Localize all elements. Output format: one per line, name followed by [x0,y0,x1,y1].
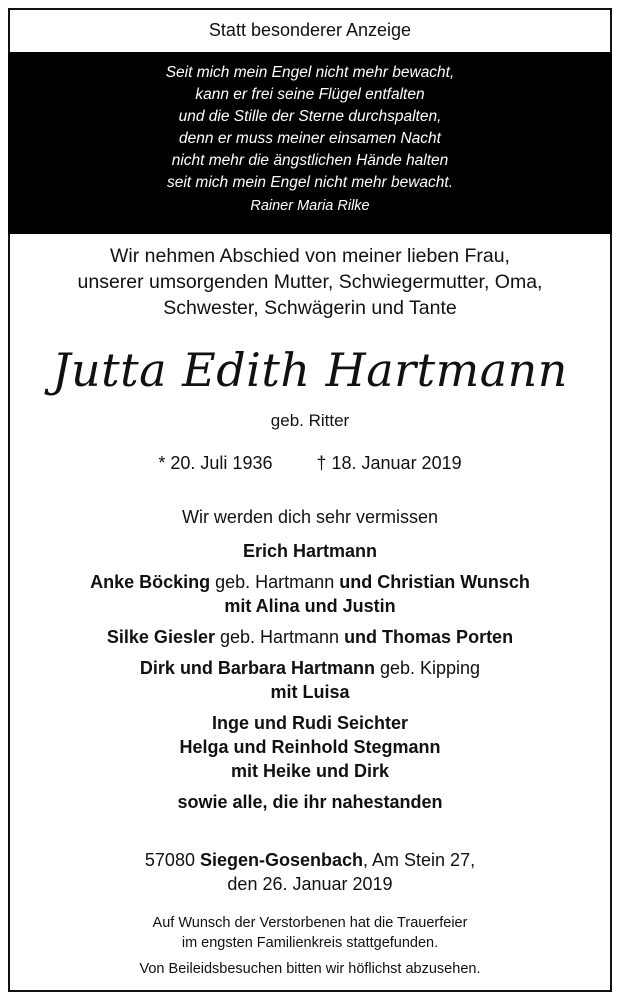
notice-date: den 26. Januar 2019 [227,874,393,894]
poem-line: und die Stille der Sterne durchspalten, [178,108,442,125]
death-date: † 18. Januar 2019 [316,453,462,473]
mourner-nee: geb. Kipping [374,658,481,678]
intro-line: Wir nehmen Abschied von meiner lieben Frau, [110,245,510,267]
poem-line: seit mich mein Engel nicht mehr bewacht. [166,174,454,191]
miss-line: Wir werden dich sehr vermissen [181,507,439,527]
mourner-name: Silke Giesler [106,627,215,647]
mourner-name: Dirk und Barbara Hartmann [139,658,375,678]
mourner-entry [0,656,620,704]
life-dates [0,453,620,474]
mourner-children: mit Alina und Justin [224,596,396,616]
mourner-entry [0,735,620,783]
intro-line: unserer umsorgenden Mutter, Schwiegermutter, Oma, [77,271,543,293]
poem-author: Rainer Maria Rilke [250,198,370,214]
intro-line: Schwester, Schwägerin und Tante [163,297,457,319]
poem-line: Seit mich mein Engel nicht mehr bewacht, [165,64,455,81]
maiden-name: geb. Ritter [270,411,350,430]
mourners-list [0,539,620,821]
deceased-name: Jutta Edith Hartmann [52,343,568,397]
mourner-partner: und Thomas Porten [344,627,514,647]
poem-line: kann er frei seine Flügel entfalten [195,86,425,103]
poem-line: nicht mehr die ängstlichen Hände halten [171,152,449,169]
mourner-entry [0,625,620,649]
funeral-line: Auf Wunsch der Verstorbenen hat die Trauerfeier [152,915,468,931]
poem-line: denn er muss meiner einsamen Nacht [179,130,441,147]
mourner-nee: geb. Hartmann [210,572,340,592]
farewell-intro [0,243,620,321]
mourner-others: sowie alle, die ihr nahestanden [177,792,443,812]
mourner-name: Erich Hartmann [242,541,378,561]
funeral-note [0,913,620,953]
visits-note: Von Beileidsbesuchen bitten wir höflichst abzusehen. [139,961,481,977]
mourner-name: Anke Böcking [90,572,211,592]
mourner-name: Inge und Rudi Seichter [211,713,408,733]
header-note: Statt besonderer Anzeige [208,20,412,40]
birth-date: * 20. Juli 1936 [158,453,273,473]
mourner-partner: und Christian Wunsch [339,572,530,592]
mourner-entry [0,539,620,563]
mourner-entry [0,711,620,735]
mourner-entry [0,790,620,814]
address-block [0,848,620,896]
funeral-line: im engsten Familienkreis stattgefunden. [181,935,439,951]
mourner-nee: geb. Hartmann [214,627,345,647]
mourner-children: mit Luisa [270,682,350,702]
street: , Am Stein 27, [363,850,476,870]
mourner-children: mit Heike und Dirk [230,761,390,781]
mourner-entry [0,570,620,618]
zip-code: 57080 [144,850,200,870]
mourner-name: Helga und Reinhold Stegmann [179,737,441,757]
place-name: Siegen-Gosenbach [199,850,364,870]
poem-band [8,52,612,234]
